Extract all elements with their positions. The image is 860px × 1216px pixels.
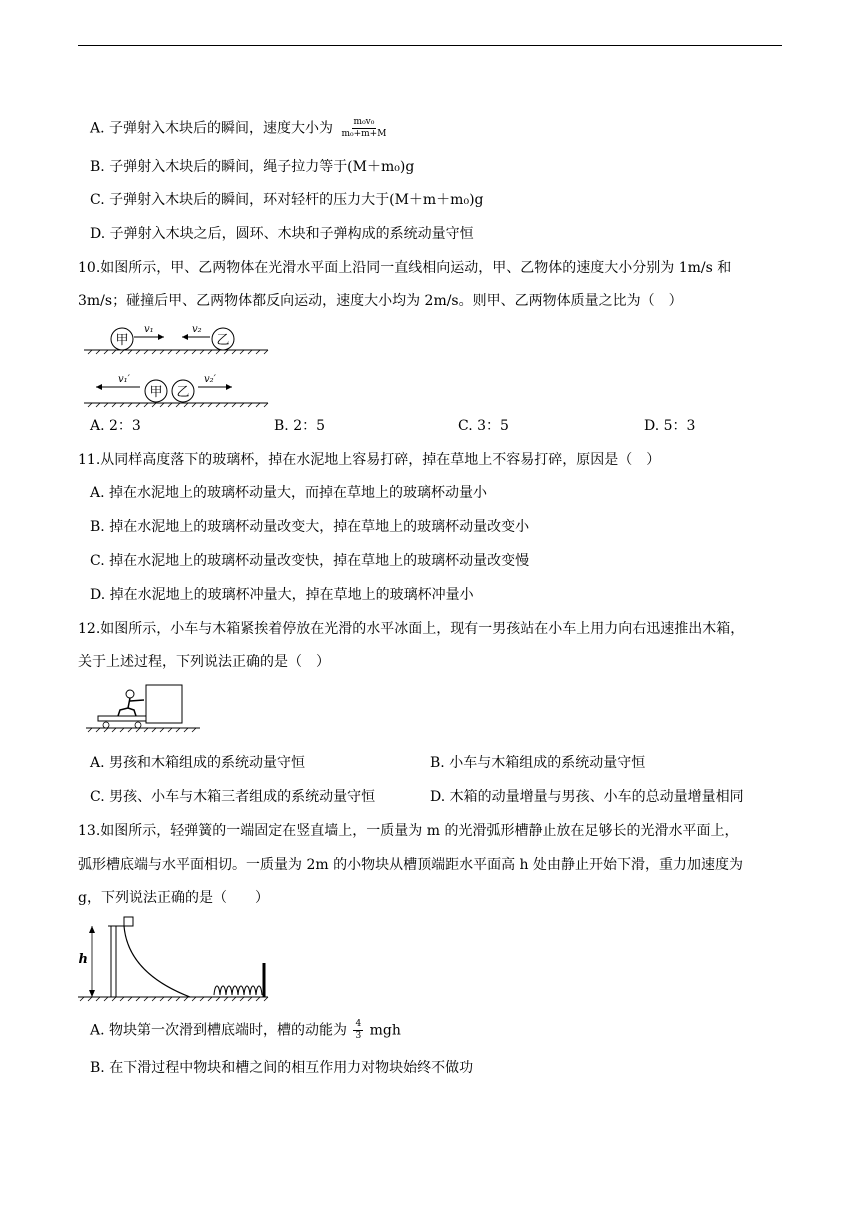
- q10-label-yi-bottom: 乙: [176, 385, 190, 400]
- q9-option-c: C. 子弹射入木块后的瞬间，环对轻杆的压力大于(M＋m＋m₀)g: [90, 192, 484, 208]
- q13-option-a-fraction: $\frac{4}{3}$: [355, 1019, 362, 1041]
- q12-option-c: C. 男孩、小车与木箱三者组成的系统动量守恒: [90, 789, 376, 805]
- q13-stem-line1: 13.如图所示，轻弹簧的一端固定在竖直墙上，一质量为 m 的光滑弧形槽静止放在足够长的光滑水平面上，: [78, 823, 739, 839]
- q10-option-c: C. 3：5: [458, 418, 509, 434]
- q10-label-v2: v₂: [192, 324, 202, 335]
- q10-stem-line1: 10.如图所示，甲、乙两物体在光滑水平面上沿同一直线相向运动，甲、乙物体的速度大小分别为 1m/s 和: [78, 260, 732, 276]
- q13-stem-line3: g，下列说法正确的是（ ）: [78, 890, 269, 906]
- q12-cart-box-figure: [84, 680, 204, 740]
- q11-option-a: A. 掉在水泥地上的玻璃杯动量大，而掉在草地上的玻璃杯动量小: [90, 485, 488, 501]
- q13-option-b: B. 在下滑过程中物块和槽之间的相互作用力对物块始终不做功: [90, 1060, 474, 1076]
- q13-groove-spring-figure: [78, 913, 274, 1005]
- q10-collision-figure: [82, 320, 272, 410]
- q9-option-a: A. 子弹射入木块后的瞬间，速度大小为 $\frac{\text{m₀v₀}}{\text{m₀+m+M}}$: [90, 117, 387, 139]
- q10-label-jia-bottom: 甲: [149, 385, 163, 400]
- q9-option-b: B. 子弹射入木块后的瞬间，绳子拉力等于(M＋m₀)g: [90, 159, 415, 175]
- q11-option-c: C. 掉在水泥地上的玻璃杯动量改变快，掉在草地上的玻璃杯动量改变慢: [90, 553, 530, 569]
- q12-option-a: A. 男孩和木箱组成的系统动量守恒: [90, 755, 306, 771]
- q10-option-d: D. 5：3: [644, 418, 696, 434]
- q11-stem: 11.从同样高度落下的玻璃杯，掉在水泥地上容易打碎，掉在草地上不容易打碎，原因是（ ）: [78, 452, 661, 468]
- q10-label-yi-top: 乙: [216, 333, 230, 348]
- q10-option-a: A. 2：3: [90, 418, 141, 434]
- q10-option-b: B. 2：5: [274, 418, 326, 434]
- q11-option-d: D. 掉在水泥地上的玻璃杯冲量大，掉在草地上的玻璃杯冲量小: [90, 587, 474, 603]
- q10-label-v1: v₁: [144, 324, 154, 335]
- q12-stem-line2: 关于上述过程，下列说法正确的是（ ）: [78, 654, 330, 670]
- q12-option-d: D. 木箱的动量增量与男孩、小车的总动量增量相同: [430, 789, 744, 805]
- q12-option-b: B. 小车与木箱组成的系统动量守恒: [430, 755, 646, 771]
- q10-label-v1-prime: v₁′: [118, 374, 130, 385]
- header-rule: [78, 45, 782, 46]
- q10-stem-line2: 3m/s；碰撞后甲、乙两物体都反向运动，速度大小均为 2m/s。则甲、乙两物体质量之比为（ ）: [78, 293, 683, 309]
- q9-option-a-fraction: $\frac{\text{m₀v₀}}{\text{m₀+m+M}}$: [341, 117, 387, 139]
- q11-option-b: B. 掉在水泥地上的玻璃杯动量改变大，掉在草地上的玻璃杯动量改变小: [90, 519, 530, 535]
- q10-label-jia-top: 甲: [115, 333, 129, 348]
- q13-stem-line2: 弧形槽底端与水平面相切。一质量为 2m 的小物块从槽顶端距水平面高 h 处由静止开始下滑，重力加速度为: [78, 857, 743, 873]
- q13-option-a: A. 物块第一次滑到槽底端时，槽的动能为 $\frac{4}{3}$ mgh: [90, 1019, 401, 1041]
- q9-option-d: D. 子弹射入木块之后，圆环、木块和子弹构成的系统动量守恒: [90, 226, 474, 242]
- q13-label-h: h: [78, 952, 88, 967]
- q12-stem-line1: 12.如图所示，小车与木箱紧挨着停放在光滑的水平冰面上，现有一男孩站在小车上用力向右迅速推出木箱，: [78, 621, 745, 637]
- q10-label-v2-prime: v₂′: [204, 374, 216, 385]
